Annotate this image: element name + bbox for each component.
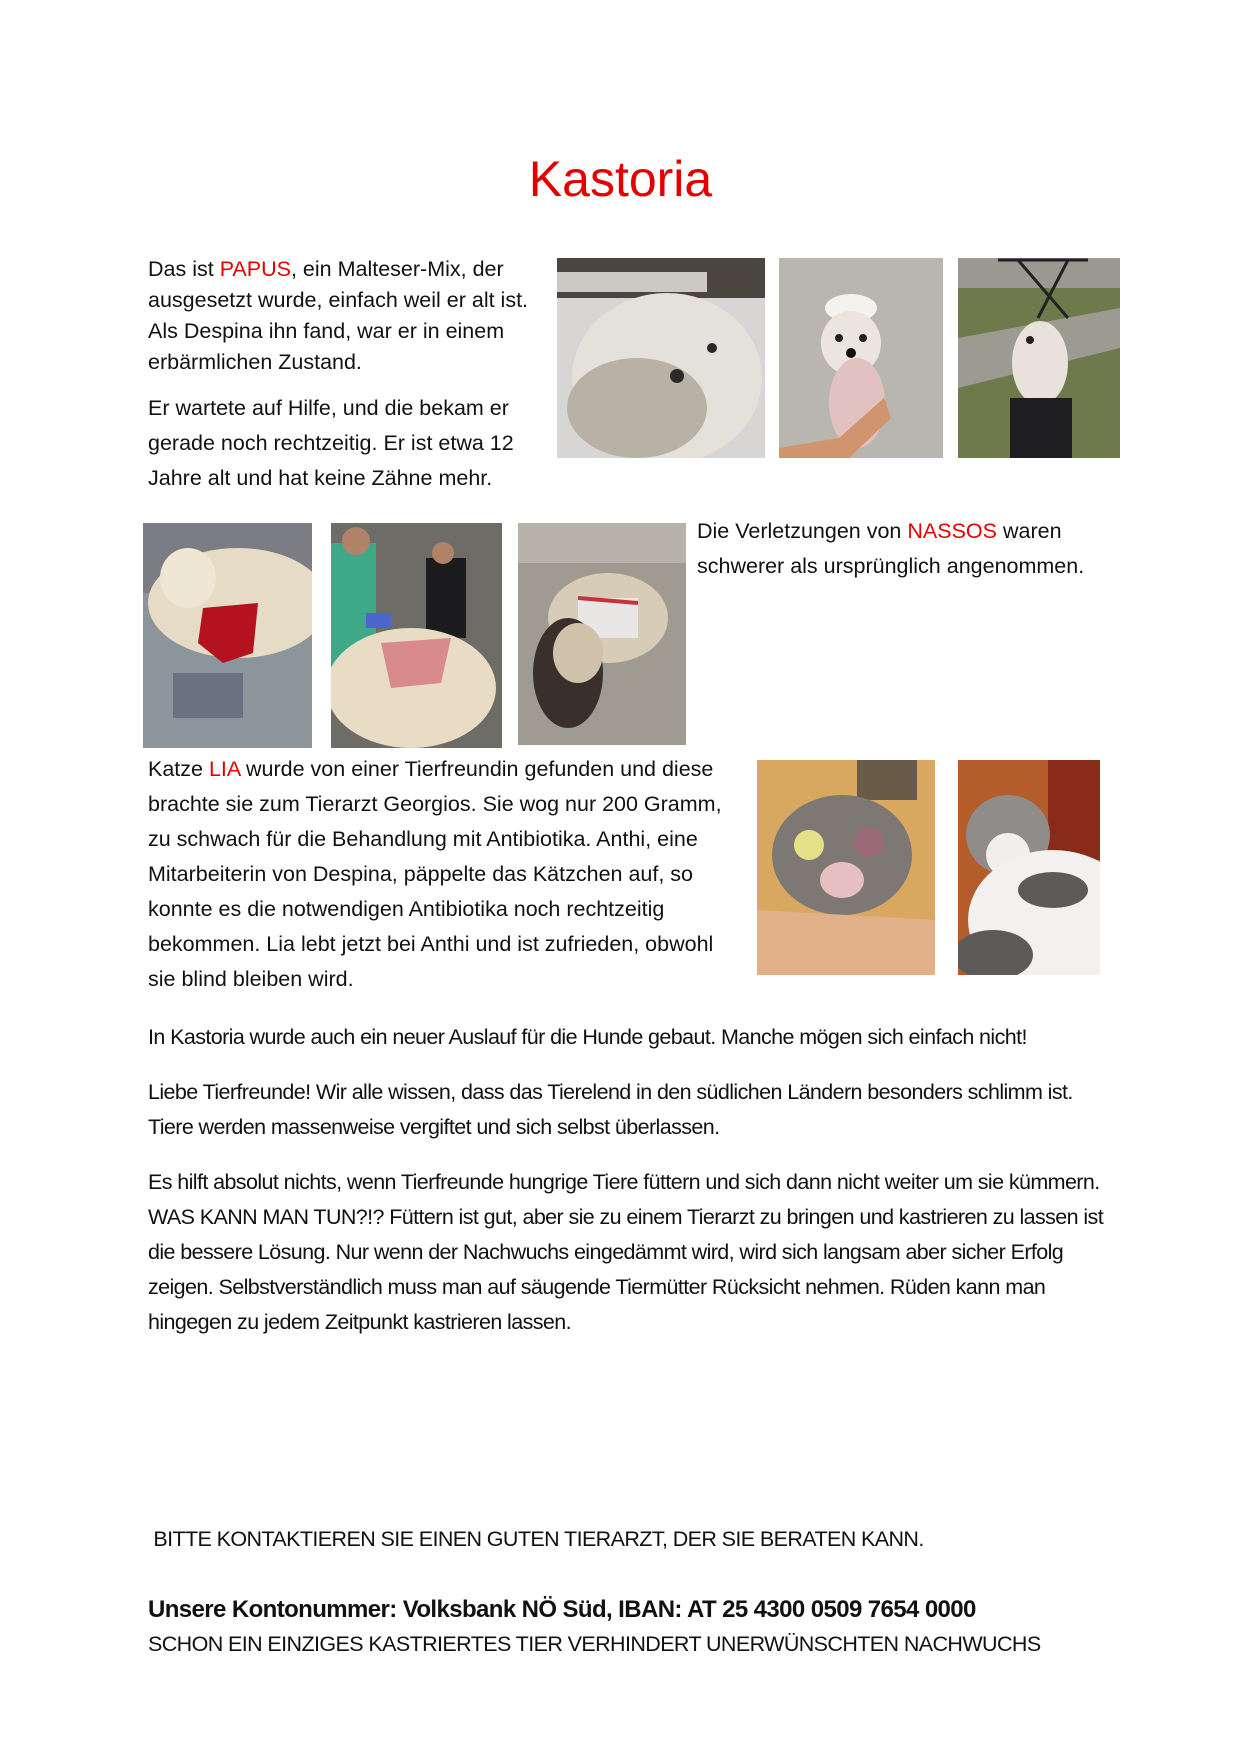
photo-lia-recovered xyxy=(958,760,1100,975)
photo-papus-garden xyxy=(958,258,1120,458)
papus-paragraph-1: Das ist PAPUS, ein Malteser-Mix, der ausgesetzt wurde, einfach weil er alt ist. Als Despina ihn fand, war er in einem erbärmlichen Zustand. xyxy=(148,257,529,374)
lia-text xyxy=(148,752,738,997)
photo-nassos-injured xyxy=(143,523,312,748)
photo-lia-sick xyxy=(757,760,935,975)
nassos-paragraph: Die Verletzungen von NASSOS waren schwerer als ursprünglich angenommen. xyxy=(697,519,1085,578)
photo-papus-vet xyxy=(557,258,765,458)
lia-paragraph: Katze LIA wurde von einer Tierfreundin gefunden und diese brachte sie zum Tierarzt Georgios. Sie wog nur 200 Gramm, zu schwach für die Behandlung mit Antibiotika. Anthi, eine Mitarbeiterin von Despina, päppelte das Kätzchen auf, so konnte es die notwendigen Antibiotika noch rechtzeitig bekommen. Lia lebt jetzt bei Anthi und ist zufrieden, obwohl sie blind bleiben wird. xyxy=(148,757,722,991)
hilft-paragraph: Es hilft absolut nichts, wenn Tierfreunde hungrige Tiere füttern und sich dann nicht weiter um sie kümmern. WAS KANN MAN TUN?!? Füttern ist gut, aber sie zu einem Tierarzt zu bringen und kastrieren zu lassen ist die bessere Lösung. Nur wenn der Nachwuchs eingedämmt wird, wird sich langsam aber sicher Erfolg zeigen. Selbstverständlich muss man auf säugende Tiermütter Rücksicht nehmen. Rüden kann man hingegen zu jedem Zeitpunkt kastrieren lassen. xyxy=(148,1170,1104,1334)
page-title: Kastoria xyxy=(528,151,713,207)
photo-papus-held xyxy=(779,258,943,458)
photo-nassos-recovering xyxy=(518,523,686,745)
papus-paragraph-2: Er wartete auf Hilfe, und die bekam er gerade noch rechtzeitig. Er ist etwa 12 Jahre alt und hat keine Zähne mehr. xyxy=(148,396,514,490)
appeal-line-2: SCHON EIN EINZIGES KASTRIERTES TIER VERHINDERT UNERWÜNSCHTEN NACHWUCHS xyxy=(148,1632,1041,1656)
lia-name: LIA xyxy=(208,757,241,781)
appeal-line-1: BITTE KONTAKTIEREN SIE EINEN GUTEN TIERARZT, DER SIE BERATEN KANN. xyxy=(148,1527,924,1551)
body-text xyxy=(148,1020,1108,1340)
papus-text xyxy=(148,254,548,496)
nassos-text xyxy=(697,514,1097,584)
account-info: Unsere Kontonummer: Volksbank NÖ Süd, IBAN: AT 25 4300 0509 7654 0000 xyxy=(148,1596,976,1623)
appeal xyxy=(148,1452,1108,1697)
nassos-name: NASSOS xyxy=(907,519,997,543)
papus-name: PAPUS xyxy=(219,257,291,281)
auslauf-paragraph: In Kastoria wurde auch ein neuer Auslauf für die Hunde gebaut. Manche mögen sich einfach nicht! xyxy=(148,1025,1027,1049)
liebe-paragraph: Liebe Tierfreunde! Wir alle wissen, dass das Tierelend in den südlichen Ländern besonders schlimm ist. Tiere werden massenweise vergiftet und sich selbst überlassen. xyxy=(148,1080,1073,1139)
photo-nassos-vet xyxy=(331,523,502,748)
